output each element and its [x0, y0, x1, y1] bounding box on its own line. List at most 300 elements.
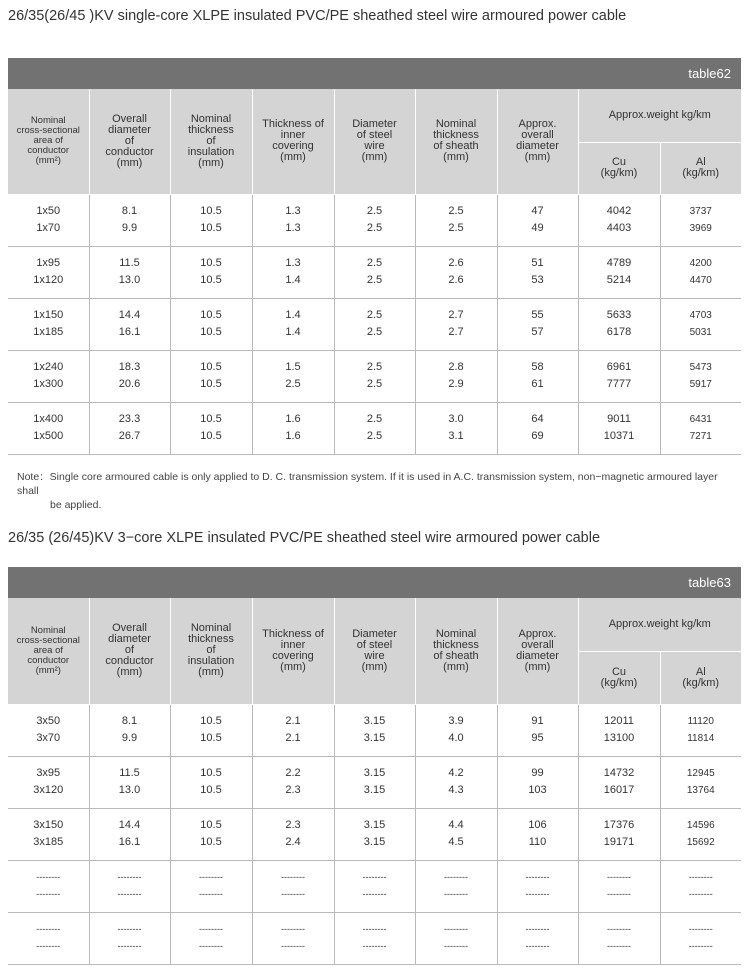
cell-value: 7271 — [689, 431, 712, 442]
table-cell — [497, 704, 578, 756]
cell-value: 57 — [531, 326, 544, 338]
cell-value: 16017 — [603, 784, 635, 796]
column-header: Thickness of inner covering (mm) — [252, 598, 334, 704]
cell-value: -------- — [607, 924, 631, 934]
table-cell — [497, 246, 578, 298]
cell-value: 8.1 — [121, 715, 138, 727]
table-cell — [89, 402, 170, 454]
cell-value: 5214 — [606, 274, 632, 286]
column-header: Approx. overall diameter (mm) — [497, 89, 578, 194]
table-cell — [497, 350, 578, 402]
cell-value: -------- — [525, 889, 550, 899]
cell-value: 3.15 — [363, 784, 386, 796]
cell-value: 1x150 — [33, 309, 64, 321]
cell-value: 51 — [531, 257, 544, 269]
cell-value: 4.5 — [448, 836, 464, 848]
column-header: Overall diameter of conductor (mm) — [89, 89, 170, 194]
table-cell — [334, 246, 415, 298]
section-title-table62: 26/35(26/45 )KV single-core XLPE insulated PVC/PE sheathed steel wire armoured power cable — [8, 8, 627, 24]
cell-value: 49 — [531, 222, 544, 234]
cell-value: -------- — [444, 924, 468, 934]
table-cell — [252, 756, 334, 808]
table-cell — [8, 350, 89, 402]
cell-value: -------- — [688, 889, 713, 899]
cell-value: 2.5 — [448, 205, 464, 217]
cell-value: 2.8 — [448, 361, 464, 373]
cell-value: -------- — [117, 941, 142, 951]
table-cell — [660, 808, 741, 860]
table-cell — [170, 194, 252, 246]
cell-value: 11120 — [687, 716, 714, 727]
cell-value: 2.5 — [366, 205, 383, 217]
table-cell — [170, 912, 252, 964]
cell-value: 106 — [528, 819, 547, 831]
cell-value: 14.4 — [118, 309, 141, 321]
cell-value: -------- — [117, 924, 142, 934]
weight-group-header: Approx.weight kg/km — [578, 598, 741, 651]
cell-value: 10.5 — [200, 361, 222, 373]
data-table — [8, 598, 741, 965]
table-cell — [660, 704, 741, 756]
cell-value: 99 — [531, 767, 544, 779]
cell-value: 11814 — [687, 733, 715, 744]
cell-value: 10.5 — [200, 222, 222, 234]
cell-value: 64 — [531, 413, 544, 425]
cell-value: 10.5 — [200, 715, 222, 727]
cell-value: -------- — [117, 889, 142, 899]
cell-value: 2.1 — [285, 715, 301, 727]
column-header: Overall diameter of conductor (mm) — [89, 598, 170, 704]
cell-value: 12011 — [604, 715, 634, 727]
cell-value: 14.4 — [118, 819, 141, 831]
note — [17, 470, 741, 512]
table-cell — [660, 402, 741, 454]
cell-value: 1x120 — [33, 274, 64, 286]
cell-value: -------- — [444, 872, 468, 882]
table-cell — [334, 860, 415, 912]
table-cell — [660, 350, 741, 402]
column-header: Nominal cross-sectional area of conductor (mm²) — [8, 598, 89, 704]
cell-value: 3x70 — [36, 732, 61, 744]
table-cell — [8, 704, 89, 756]
cell-value: 2.4 — [285, 836, 301, 848]
cell-value: 4.4 — [448, 819, 464, 831]
cell-value: 2.5 — [366, 413, 383, 425]
cell-value: -------- — [281, 924, 305, 934]
table-cell — [8, 298, 89, 350]
table-cell — [170, 402, 252, 454]
al-weight-header: Al (kg/km) — [660, 651, 741, 704]
cell-value: 1x70 — [36, 222, 61, 234]
cell-value: 1x300 — [33, 378, 64, 390]
cell-value: -------- — [444, 889, 468, 899]
table-cell — [89, 246, 170, 298]
cell-value: 1.6 — [285, 413, 301, 425]
table-cell — [578, 756, 660, 808]
table-cell — [334, 402, 415, 454]
table-cell — [334, 912, 415, 964]
cell-value: 17376 — [603, 819, 635, 831]
table-cell — [660, 756, 741, 808]
cell-value: 1x185 — [33, 326, 64, 338]
table-cell — [415, 402, 497, 454]
cell-value: 47 — [531, 205, 544, 217]
cell-value: 3.15 — [363, 819, 386, 831]
cell-value: 4703 — [689, 310, 712, 321]
table-cell — [415, 246, 497, 298]
table-cell — [334, 756, 415, 808]
cell-value: 2.7 — [448, 326, 464, 338]
cell-value: 2.7 — [448, 309, 464, 321]
cell-value: 2.5 — [366, 222, 383, 234]
cell-value: -------- — [525, 872, 550, 882]
cell-value: 2.2 — [285, 767, 301, 779]
cell-value: 10371 — [603, 430, 635, 442]
cell-value: 1x50 — [36, 205, 61, 217]
cell-value: 3x120 — [33, 784, 64, 796]
table-row-group — [8, 860, 741, 912]
table-cell — [334, 350, 415, 402]
cell-value: 2.6 — [448, 274, 464, 286]
cell-value: 23.3 — [118, 413, 141, 425]
cell-value: 1.4 — [285, 326, 301, 338]
table-cell — [89, 912, 170, 964]
cell-value: 10.5 — [200, 309, 222, 321]
table-cell — [578, 860, 660, 912]
cell-value: 3x185 — [33, 836, 64, 848]
cell-value: 55 — [531, 309, 544, 321]
cell-value: 10.5 — [200, 257, 222, 269]
table-cell — [89, 808, 170, 860]
cell-value: 3969 — [689, 223, 712, 234]
cell-value: 3.0 — [448, 413, 464, 425]
table-cell — [578, 194, 660, 246]
cell-value: 10.5 — [200, 732, 222, 744]
cell-value: -------- — [688, 924, 713, 934]
cell-value: 2.3 — [285, 819, 301, 831]
table-cell — [8, 860, 89, 912]
cell-value: -------- — [362, 941, 387, 951]
cell-value: 1.6 — [285, 430, 301, 442]
table-cell — [578, 704, 660, 756]
cell-value: 10.5 — [200, 274, 222, 286]
cell-value: -------- — [36, 872, 61, 882]
cell-value: -------- — [199, 889, 223, 899]
cell-value: -------- — [362, 872, 387, 882]
table-row-group — [8, 194, 741, 246]
table-cell — [252, 350, 334, 402]
cell-value: 4.3 — [448, 784, 464, 796]
table-row-group — [8, 704, 741, 756]
cell-value: 2.5 — [366, 257, 383, 269]
table-cell — [497, 402, 578, 454]
cell-value: 10.5 — [200, 784, 222, 796]
cell-value: 3x95 — [36, 767, 61, 779]
cell-value: -------- — [199, 872, 223, 882]
cell-value: -------- — [362, 889, 387, 899]
cell-value: 1x500 — [33, 430, 64, 442]
cell-value: 91 — [531, 715, 544, 727]
table-cell — [89, 756, 170, 808]
table-cell — [660, 298, 741, 350]
table-cell — [252, 912, 334, 964]
table-cell — [89, 194, 170, 246]
cell-value: 9.9 — [121, 732, 138, 744]
cell-value: 58 — [531, 361, 544, 373]
column-header: Nominal cross-sectional area of conductor (mm²) — [8, 89, 89, 194]
cell-value: 3.1 — [448, 430, 464, 442]
table-cell — [252, 402, 334, 454]
cell-value: -------- — [199, 941, 223, 951]
table-cell — [415, 756, 497, 808]
cell-value: 6431 — [689, 414, 712, 425]
cell-value: 4470 — [689, 275, 712, 286]
table-cell — [497, 808, 578, 860]
al-weight-header: Al (kg/km) — [660, 142, 741, 194]
cell-value: 2.5 — [366, 309, 383, 321]
column-header: Diameter of steel wire (mm) — [334, 598, 415, 704]
cell-value: 18.3 — [118, 361, 141, 373]
column-header: Thickness of inner covering (mm) — [252, 89, 334, 194]
cell-value: 4042 — [606, 205, 632, 217]
cell-value: 11.5 — [119, 257, 140, 269]
cell-value: 1.4 — [285, 274, 301, 286]
cell-value: 10.5 — [200, 767, 222, 779]
cell-value: 3.15 — [363, 836, 386, 848]
cell-value: 10.5 — [200, 205, 222, 217]
table-cell — [89, 860, 170, 912]
cell-value: 5917 — [689, 379, 712, 390]
note-line-2: be applied. — [50, 499, 102, 511]
table-cell — [334, 808, 415, 860]
column-header: Nominal thickness of sheath (mm) — [415, 598, 497, 704]
cell-value: 95 — [531, 732, 544, 744]
cell-value: 16.1 — [118, 836, 141, 848]
table-cell — [89, 704, 170, 756]
cell-value: 6178 — [606, 326, 632, 338]
table-row-group — [8, 402, 741, 454]
cell-value: -------- — [281, 941, 305, 951]
cell-value: 4.2 — [448, 767, 464, 779]
table-cell — [252, 808, 334, 860]
note-line-1: Note：Single core armoured cable is only applied to D. C. transmission system. If it is used in A.C. transmission system, non−magnetic armoured layer shall — [17, 471, 718, 497]
table-cell — [660, 860, 741, 912]
cell-value: -------- — [36, 889, 61, 899]
cell-value: 1.5 — [285, 361, 301, 373]
table-cell — [415, 298, 497, 350]
cell-value: 9.9 — [121, 222, 138, 234]
table-cell — [170, 246, 252, 298]
table-label: table63 — [8, 567, 741, 598]
weight-group-header: Approx.weight kg/km — [578, 89, 741, 142]
cell-value: 13.0 — [118, 784, 141, 796]
cell-value: -------- — [36, 941, 61, 951]
cell-value: 1.3 — [285, 222, 301, 234]
section-title-table63: 26/35 (26/45)KV 3−core XLPE insulated PVC/PE sheathed steel wire armoured power cable — [8, 530, 601, 546]
cell-value: 2.5 — [366, 326, 383, 338]
cell-value: -------- — [117, 872, 142, 882]
table63 — [8, 567, 741, 965]
table-cell — [415, 860, 497, 912]
cell-value: 10.5 — [200, 836, 222, 848]
table-cell — [497, 860, 578, 912]
table-row-group — [8, 298, 741, 350]
table-cell — [415, 912, 497, 964]
cell-value: 13.0 — [118, 274, 141, 286]
cell-value: 2.5 — [366, 378, 383, 390]
cell-value: 19171 — [603, 836, 635, 848]
cell-value: 8.1 — [121, 205, 138, 217]
column-header: Nominal thickness of sheath (mm) — [415, 89, 497, 194]
cell-value: 3.15 — [363, 767, 386, 779]
cell-value: 10.5 — [200, 430, 222, 442]
table62 — [8, 58, 741, 455]
table-cell — [170, 756, 252, 808]
cell-value: -------- — [199, 924, 223, 934]
table-cell — [170, 350, 252, 402]
table-cell — [8, 912, 89, 964]
cell-value: 2.5 — [366, 430, 383, 442]
cell-value: -------- — [444, 941, 468, 951]
table-cell — [415, 194, 497, 246]
table-row-group — [8, 756, 741, 808]
table-cell — [89, 298, 170, 350]
table-cell — [8, 756, 89, 808]
table-cell — [89, 350, 170, 402]
cell-value: 103 — [528, 784, 547, 796]
cell-value: -------- — [525, 924, 550, 934]
cell-value: 110 — [528, 836, 547, 848]
cell-value: 9011 — [607, 413, 631, 425]
cell-value: 10.5 — [200, 819, 222, 831]
cell-value: 2.3 — [285, 784, 301, 796]
cell-value: 2.6 — [448, 257, 464, 269]
table-cell — [497, 912, 578, 964]
cell-value: 10.5 — [200, 326, 222, 338]
cell-value: 2.1 — [285, 732, 301, 744]
table-cell — [578, 808, 660, 860]
table-cell — [578, 246, 660, 298]
table-cell — [252, 860, 334, 912]
table-cell — [660, 246, 741, 298]
cell-value: 3x50 — [36, 715, 61, 727]
table-cell — [415, 350, 497, 402]
cell-value: -------- — [281, 872, 305, 882]
cell-value: 6961 — [606, 361, 632, 373]
cell-value: -------- — [607, 941, 631, 951]
cell-value: 12945 — [686, 768, 715, 779]
cell-value: 53 — [531, 274, 544, 286]
cu-weight-header: Cu (kg/km) — [578, 651, 660, 704]
table-row-group — [8, 350, 741, 402]
cell-value: 11.5 — [119, 767, 140, 779]
cell-value: 10.5 — [200, 378, 222, 390]
cell-value: 3.15 — [363, 732, 386, 744]
cell-value: 13764 — [686, 785, 715, 796]
cell-value: -------- — [607, 872, 631, 882]
cell-value: 5031 — [689, 327, 712, 338]
cell-value: -------- — [688, 941, 713, 951]
cell-value: 5633 — [606, 309, 632, 321]
table-row-group — [8, 808, 741, 860]
column-header: Nominal thickness of insulation (mm) — [170, 598, 252, 704]
table-cell — [334, 194, 415, 246]
table-cell — [497, 298, 578, 350]
table-cell — [252, 194, 334, 246]
cell-value: 13100 — [603, 732, 635, 744]
table-cell — [415, 808, 497, 860]
cu-weight-header: Cu (kg/km) — [578, 142, 660, 194]
table-cell — [660, 194, 741, 246]
column-header: Approx. overall diameter (mm) — [497, 598, 578, 704]
cell-value: 3737 — [689, 206, 712, 217]
table-cell — [252, 298, 334, 350]
cell-value: 15692 — [686, 837, 715, 848]
table-cell — [252, 704, 334, 756]
table-cell — [8, 402, 89, 454]
table-label: table62 — [8, 58, 741, 89]
cell-value: 14596 — [686, 820, 715, 831]
table-cell — [8, 808, 89, 860]
table-cell — [578, 912, 660, 964]
cell-value: 1x95 — [36, 257, 61, 269]
table-cell — [334, 704, 415, 756]
table-cell — [170, 860, 252, 912]
table-cell — [170, 704, 252, 756]
table-cell — [497, 756, 578, 808]
cell-value: 3x150 — [33, 819, 64, 831]
cell-value: 2.5 — [448, 222, 464, 234]
column-header: Nominal thickness of insulation (mm) — [170, 89, 252, 194]
cell-value: 4.0 — [448, 732, 464, 744]
cell-value: 1x400 — [33, 413, 64, 425]
cell-value: 10.5 — [200, 413, 222, 425]
cell-value: 2.5 — [366, 361, 383, 373]
cell-value: -------- — [36, 924, 61, 934]
table-cell — [660, 912, 741, 964]
column-header: Diameter of steel wire (mm) — [334, 89, 415, 194]
cell-value: 7777 — [606, 378, 632, 390]
cell-value: 61 — [531, 378, 544, 390]
table-cell — [334, 298, 415, 350]
cell-value: 3.9 — [448, 715, 464, 727]
cell-value: -------- — [688, 872, 713, 882]
cell-value: 1.4 — [285, 309, 301, 321]
cell-value: 1.3 — [285, 205, 301, 217]
cell-value: 14732 — [603, 767, 635, 779]
cell-value: 20.6 — [118, 378, 141, 390]
cell-value: 3.15 — [363, 715, 386, 727]
cell-value: 2.5 — [366, 274, 383, 286]
table-cell — [252, 246, 334, 298]
cell-value: 5473 — [689, 362, 712, 373]
table-cell — [497, 194, 578, 246]
table-cell — [578, 402, 660, 454]
cell-value: 1.3 — [285, 257, 301, 269]
table-cell — [415, 704, 497, 756]
cell-value: -------- — [281, 889, 305, 899]
table-cell — [170, 298, 252, 350]
cell-value: 2.5 — [285, 378, 301, 390]
cell-value: -------- — [607, 889, 631, 899]
table-cell — [578, 298, 660, 350]
cell-value: 1x240 — [33, 361, 64, 373]
cell-value: -------- — [525, 941, 550, 951]
cell-value: -------- — [362, 924, 387, 934]
cell-value: 16.1 — [118, 326, 141, 338]
table-row-group — [8, 912, 741, 964]
cell-value: 4403 — [606, 222, 632, 234]
